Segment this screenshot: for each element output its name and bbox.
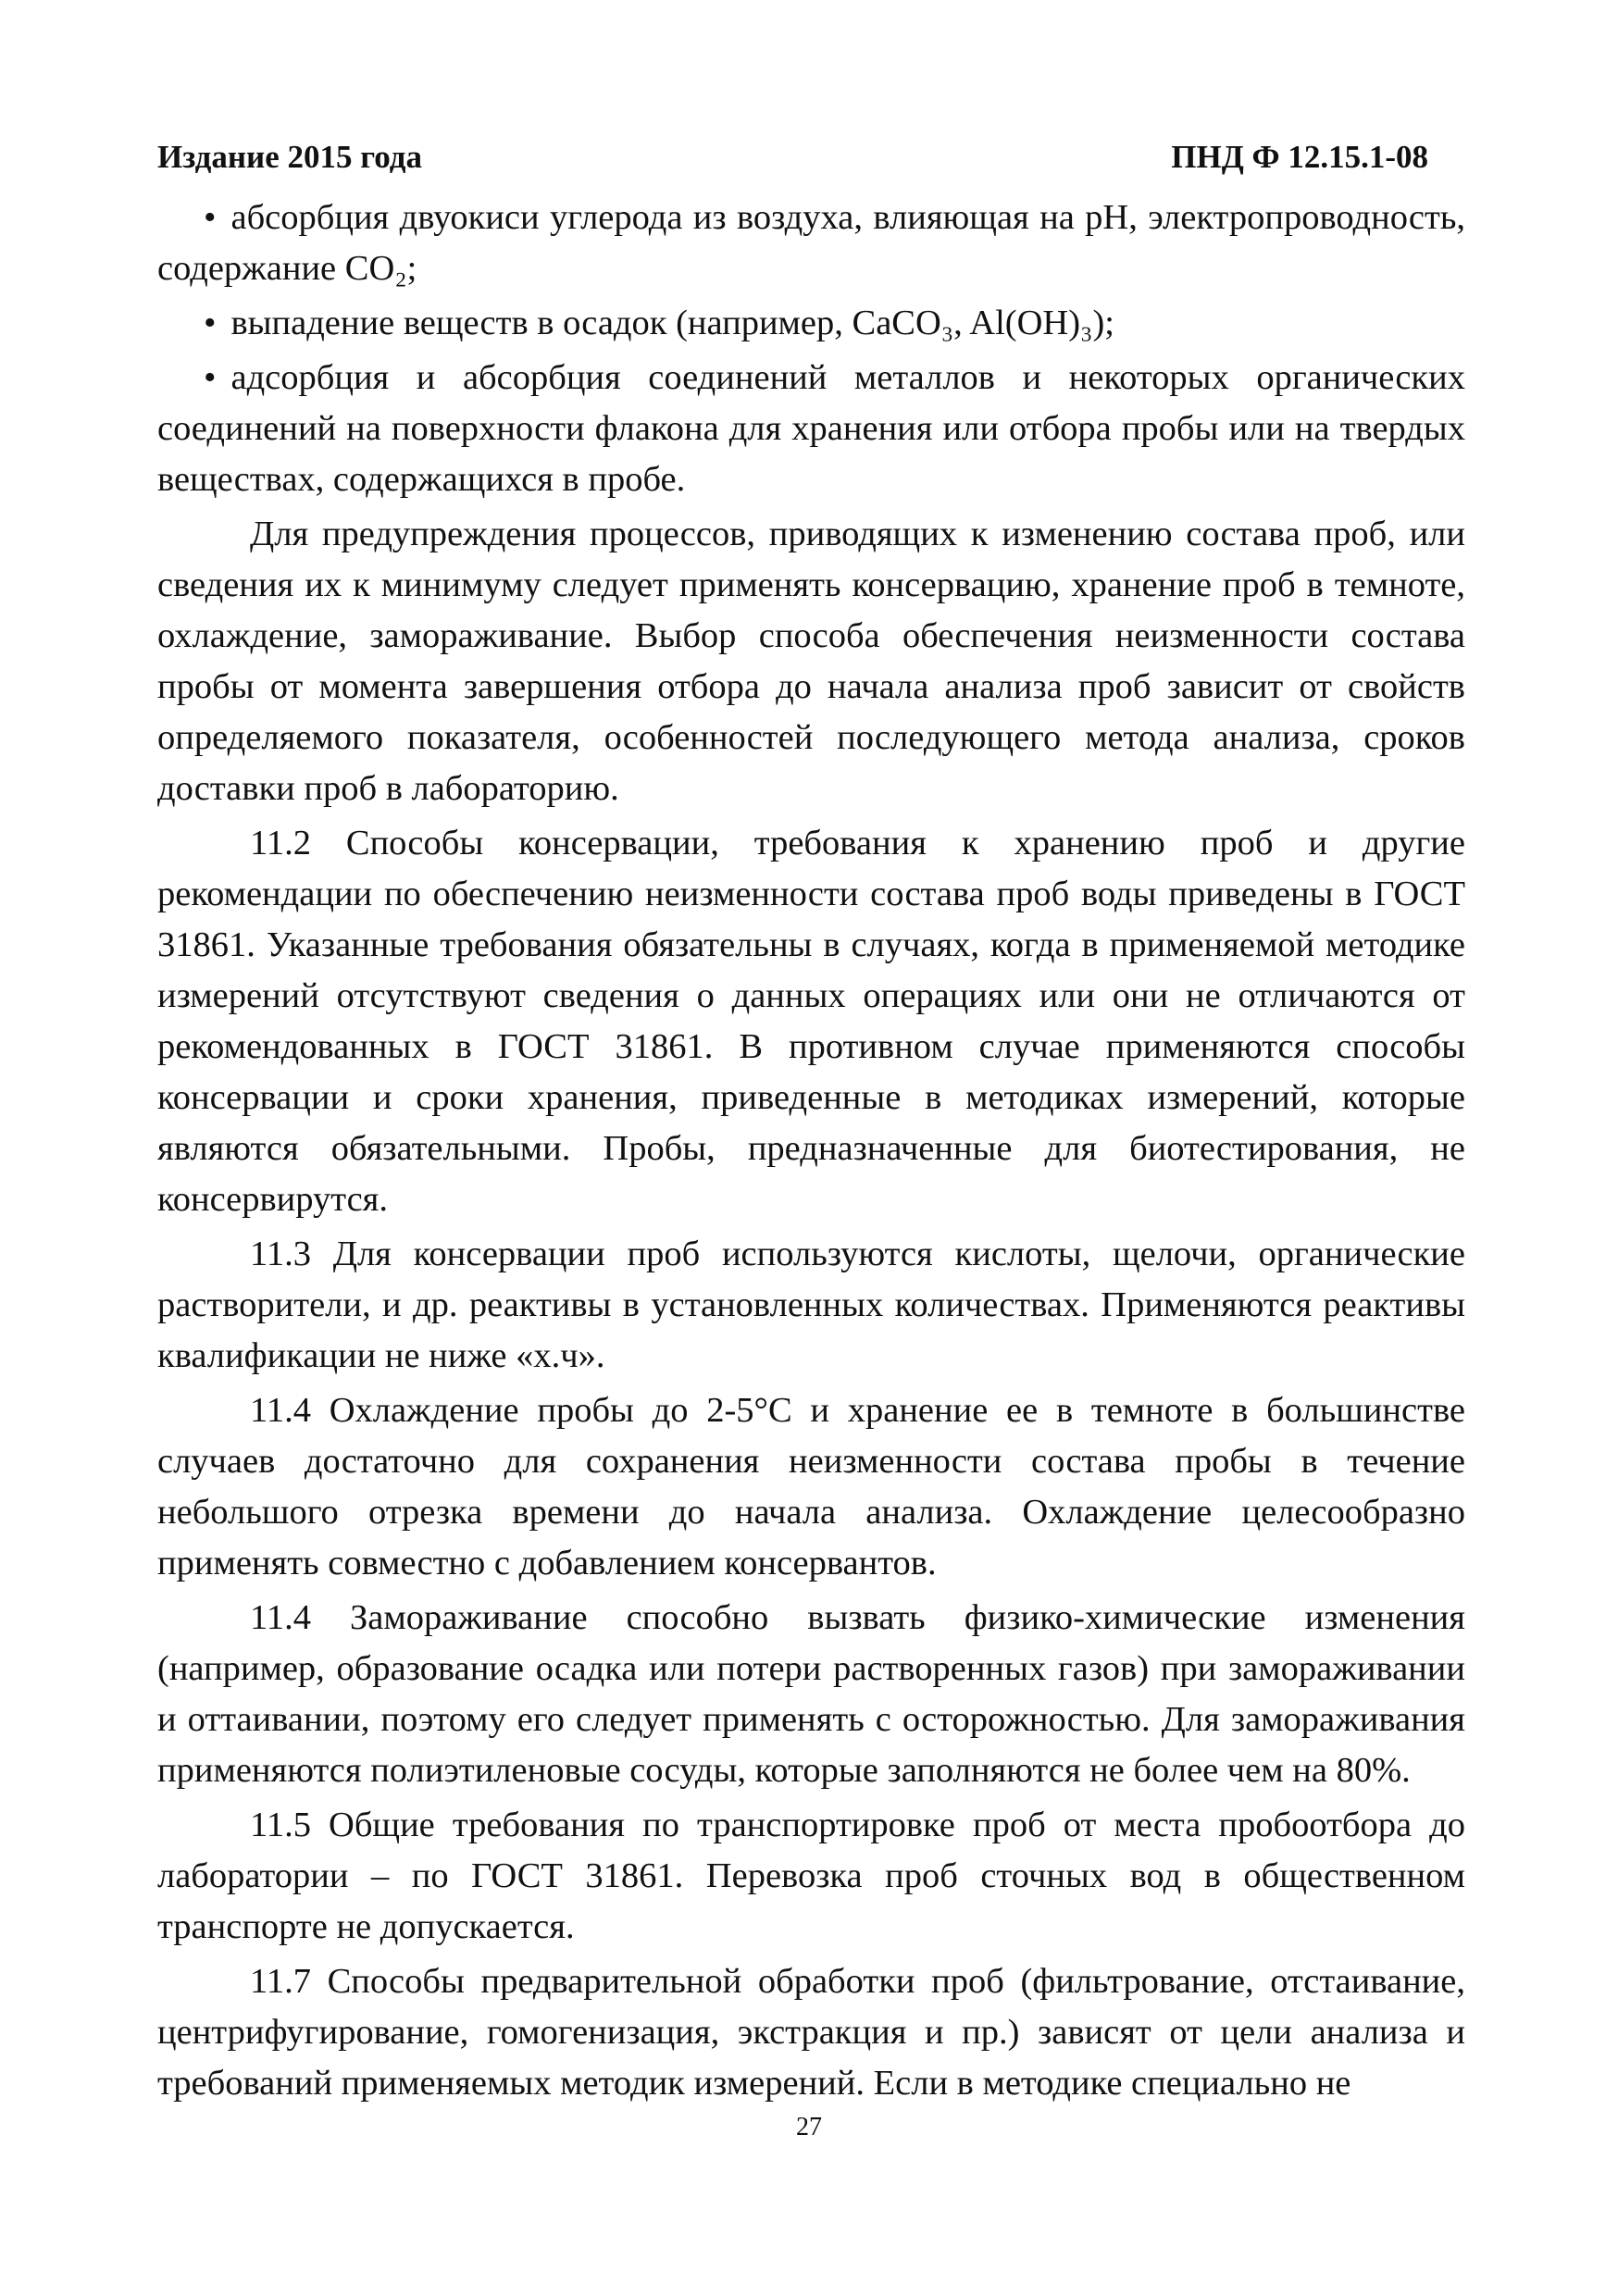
- paragraph-11-2: 11.2 Способы консервации, требования к хранению проб и другие рекомендации по обеспечению неизменности состава проб воды приведены в ГОСТ 31861. Указанные требования обязательны в случаях, когда в применяемой методике измерений отсутствуют сведения о данных операциях или они не отличаются от рекомендованных в ГОСТ 31861. В противном случае применяются способы консервации и сроки хранения, приведенные в методиках измерений, которые являются обязательными. Пробы, предназначенные для биотестирования, не консервирутся.: [157, 824, 1465, 1219]
- bullet-item: [157, 298, 1465, 349]
- bullet-text: • выпадение веществ в осадок (например, CaCO₃, Al(OH)₃);: [204, 304, 1114, 342]
- paragraph-intro: Для предупреждения процессов, приводящих к изменению состава проб, или сведения их к минимуму следует применять консервацию, хранение проб в темноте, охлаждение, замораживание. Выбор способа обеспечения неизменности состава пробы от момента завершения отбора до начала анализа проб зависит от свойств определяемого показателя, особенностей последующего метода анализа, сроков доставки проб в лабораторию.: [157, 515, 1465, 808]
- bullet-item: [157, 192, 1465, 294]
- bullet-list: [157, 192, 1465, 505]
- paragraph-11-4-cooling: 11.4 Охлаждение пробы до 2-5°С и хранение ее в темноте в большинстве случаев достаточно для сохранения неизменности состава пробы в течение небольшого отрезка времени до начала анализа. Охлаждение целесообразно применять совместно с добавлением консервантов.: [157, 1391, 1465, 1582]
- edition-label: Издание 2015 года: [157, 139, 422, 175]
- page-body: [157, 192, 1465, 2113]
- page-header: [157, 139, 1428, 176]
- bullet-text: • абсорбция двуокиси углерода из воздуха, влияющая на pH, электропроводность, содержание CO₂;: [157, 198, 1465, 288]
- paragraph-11-5: 11.5 Общие требования по транспортировке проб от места пробоотбора до лаборатории – по ГОСТ 31861. Перевозка проб сточных вод в общественном транспорте не допускается.: [157, 1806, 1465, 1946]
- paragraph-11-7: 11.7 Способы предварительной обработки проб (фильтрование, отстаивание, центрифугирование, гомогенизация, экстракция и пр.) зависят от цели анализа и требований применяемых методик измерений. Если в методике специально не: [157, 1962, 1465, 2103]
- paragraph-11-4-freezing: 11.4 Замораживание способно вызвать физико-химические изменения (например, образование осадка или потери растворенных газов) при замораживании и оттаивании, поэтому его следует применять с осторожностью. Для замораживания применяются полиэтиленовые сосуды, которые заполняются не более чем на 80%.: [157, 1598, 1465, 1790]
- document-code: ПНД Ф 12.15.1-08: [1171, 139, 1428, 175]
- bullet-text: • адсорбция и абсорбция соединений металлов и некоторых органических соединений на поверхности флакона для хранения или отбора пробы или на твердых веществах, содержащихся в пробе.: [157, 358, 1465, 499]
- paragraph-11-3: 11.3 Для консервации проб используются кислоты, щелочи, органические растворители, и др. реактивы в установленных количествах. Применяются реактивы квалификации не ниже «х.ч».: [157, 1235, 1465, 1375]
- page-number: 27: [796, 2113, 822, 2141]
- bullet-item: [157, 353, 1465, 505]
